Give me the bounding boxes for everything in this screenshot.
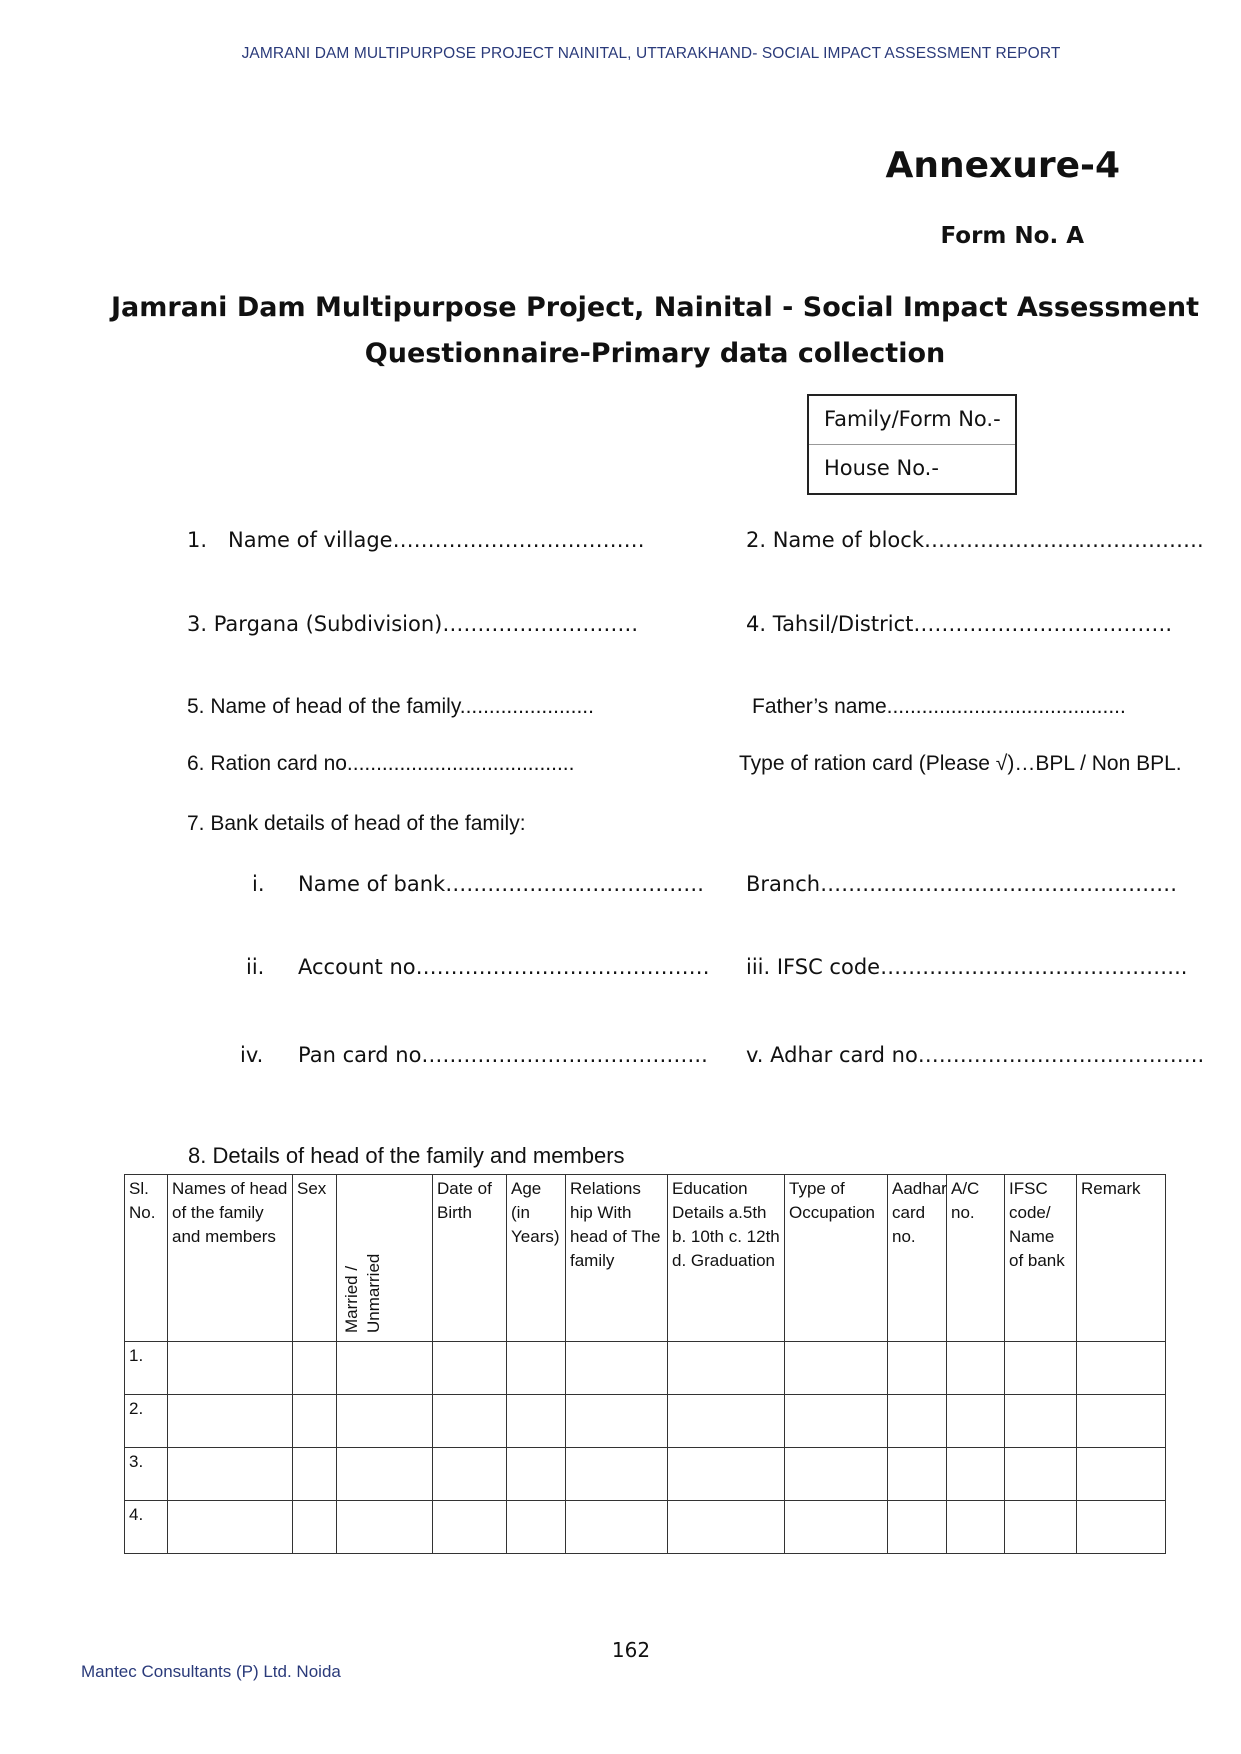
adhar-card-field[interactable]: v. Adhar card no…………………………………..: [746, 1043, 1205, 1067]
table-cell[interactable]: [785, 1501, 888, 1554]
table-cell[interactable]: [566, 1342, 668, 1395]
col-ifsc: IFSC code/ Name of bank: [1005, 1175, 1077, 1342]
col-education: Education Details a.5th b. 10th c. 12th d. Graduation: [668, 1175, 785, 1342]
village-field[interactable]: Name of village………………………………: [228, 528, 645, 552]
tahsil-district-field[interactable]: 4. Tahsil/District……………………………….: [746, 612, 1173, 636]
field-1-number: 1.: [187, 528, 208, 552]
table-cell[interactable]: [785, 1342, 888, 1395]
running-header: JAMRANI DAM MULTIPURPOSE PROJECT NAINITAL, UTTARAKHAND- SOCIAL IMPACT ASSESSMENT REPORT: [241, 45, 1061, 62]
pan-card-field[interactable]: Pan card no…………………………………..: [298, 1043, 708, 1067]
table-cell[interactable]: [566, 1395, 668, 1448]
col-sex: Sex: [293, 1175, 337, 1342]
col-age: Age (in Years): [507, 1175, 566, 1342]
branch-field[interactable]: Branch……………………………………………: [746, 872, 1178, 896]
page-number: 162: [611, 1638, 651, 1662]
col-remark: Remark: [1077, 1175, 1166, 1342]
table-cell[interactable]: [507, 1448, 566, 1501]
table-cell[interactable]: [293, 1395, 337, 1448]
table-cell[interactable]: [1077, 1501, 1166, 1554]
table-cell[interactable]: [433, 1395, 507, 1448]
table-cell[interactable]: [668, 1448, 785, 1501]
table-cell[interactable]: [947, 1395, 1005, 1448]
members-table: [124, 1174, 1166, 1554]
row-number: 3.: [125, 1448, 168, 1501]
item-iv-number: iv.: [240, 1043, 264, 1067]
table-cell[interactable]: [668, 1342, 785, 1395]
col-aadhar: Aadhar card no.: [888, 1175, 947, 1342]
table-cell[interactable]: [1005, 1395, 1077, 1448]
table-cell[interactable]: [888, 1448, 947, 1501]
pargana-field[interactable]: 3. Pargana (Subdivision)……………………….: [187, 612, 639, 636]
house-no-field[interactable]: House No.-: [824, 456, 939, 480]
table-cell[interactable]: [433, 1501, 507, 1554]
table-cell[interactable]: [337, 1342, 433, 1395]
item-i-number: i.: [252, 872, 265, 896]
ifsc-code-field[interactable]: iii. IFSC code……………………………………..: [746, 955, 1188, 979]
ration-card-type-field[interactable]: Type of ration card (Please √)…BPL / Non BPL.: [739, 752, 1182, 775]
table-cell[interactable]: [947, 1342, 1005, 1395]
col-marital-status: [337, 1175, 433, 1342]
table-cell[interactable]: [337, 1395, 433, 1448]
members-table-title: 8. Details of head of the family and members: [188, 1143, 625, 1168]
table-cell[interactable]: [1005, 1501, 1077, 1554]
table-cell[interactable]: [293, 1448, 337, 1501]
table-row: [125, 1342, 1166, 1395]
col-sl-no: Sl. No.: [125, 1175, 168, 1342]
table-cell[interactable]: [293, 1342, 337, 1395]
table-cell[interactable]: [337, 1448, 433, 1501]
family-form-no-field[interactable]: Family/Form No.-: [809, 396, 1015, 445]
table-cell[interactable]: [947, 1448, 1005, 1501]
table-row: [125, 1501, 1166, 1554]
row-number: 4.: [125, 1501, 168, 1554]
id-box: [807, 394, 1017, 495]
block-field[interactable]: 2. Name of block………………………………….: [746, 528, 1204, 552]
annexure-label: Annexure-4: [885, 145, 1120, 186]
table-cell[interactable]: [888, 1342, 947, 1395]
table-cell[interactable]: [668, 1395, 785, 1448]
item-ii-number: ii.: [246, 955, 265, 979]
table-cell[interactable]: [566, 1448, 668, 1501]
col-dob: Date of Birth: [433, 1175, 507, 1342]
form-number: Form No. A: [940, 223, 1084, 249]
table-cell[interactable]: [1005, 1448, 1077, 1501]
table-row: [125, 1448, 1166, 1501]
col-names: Names of head of the family and members: [168, 1175, 293, 1342]
ration-card-no-field[interactable]: 6. Ration card no.......................................: [187, 752, 575, 775]
table-header-row: [125, 1175, 1166, 1342]
table-cell[interactable]: [888, 1501, 947, 1554]
table-cell[interactable]: [1077, 1448, 1166, 1501]
table-cell[interactable]: [433, 1342, 507, 1395]
bank-name-field[interactable]: Name of bank……………………………….: [298, 872, 704, 896]
table-cell[interactable]: [168, 1395, 293, 1448]
table-cell[interactable]: [293, 1501, 337, 1554]
table-cell[interactable]: [566, 1501, 668, 1554]
col-relationship: Relations hip With head of The family: [566, 1175, 668, 1342]
table-cell[interactable]: [507, 1395, 566, 1448]
table-cell[interactable]: [168, 1501, 293, 1554]
col-account-no: A/C no.: [947, 1175, 1005, 1342]
table-row: [125, 1395, 1166, 1448]
head-of-family-field[interactable]: 5. Name of head of the family.......................: [187, 695, 594, 718]
table-cell[interactable]: [947, 1501, 1005, 1554]
table-cell[interactable]: [668, 1501, 785, 1554]
marital-status-label: Married / Unmarried: [342, 1253, 383, 1333]
table-cell[interactable]: [507, 1342, 566, 1395]
table-cell[interactable]: [337, 1501, 433, 1554]
form-title: Jamrani Dam Multipurpose Project, Nainital - Social Impact Assessment: [111, 292, 1199, 323]
table-cell[interactable]: [785, 1448, 888, 1501]
col-occupation: Type of Occupation: [785, 1175, 888, 1342]
form-subtitle: Questionnaire-Primary data collection: [364, 338, 946, 369]
fathers-name-field[interactable]: Father’s name.........................................: [752, 695, 1126, 718]
account-no-field[interactable]: Account no……………………………………: [298, 955, 710, 979]
table-cell[interactable]: [168, 1448, 293, 1501]
table-cell[interactable]: [785, 1395, 888, 1448]
table-cell[interactable]: [1077, 1395, 1166, 1448]
table-cell[interactable]: [1005, 1342, 1077, 1395]
table-cell[interactable]: [433, 1448, 507, 1501]
table-cell[interactable]: [888, 1395, 947, 1448]
table-cell[interactable]: [507, 1501, 566, 1554]
row-number: 2.: [125, 1395, 168, 1448]
footer-company: Mantec Consultants (P) Ltd. Noida: [81, 1662, 341, 1681]
table-cell[interactable]: [168, 1342, 293, 1395]
table-cell[interactable]: [1077, 1342, 1166, 1395]
bank-details-heading: 7. Bank details of head of the family:: [187, 812, 526, 835]
row-number: 1.: [125, 1342, 168, 1395]
